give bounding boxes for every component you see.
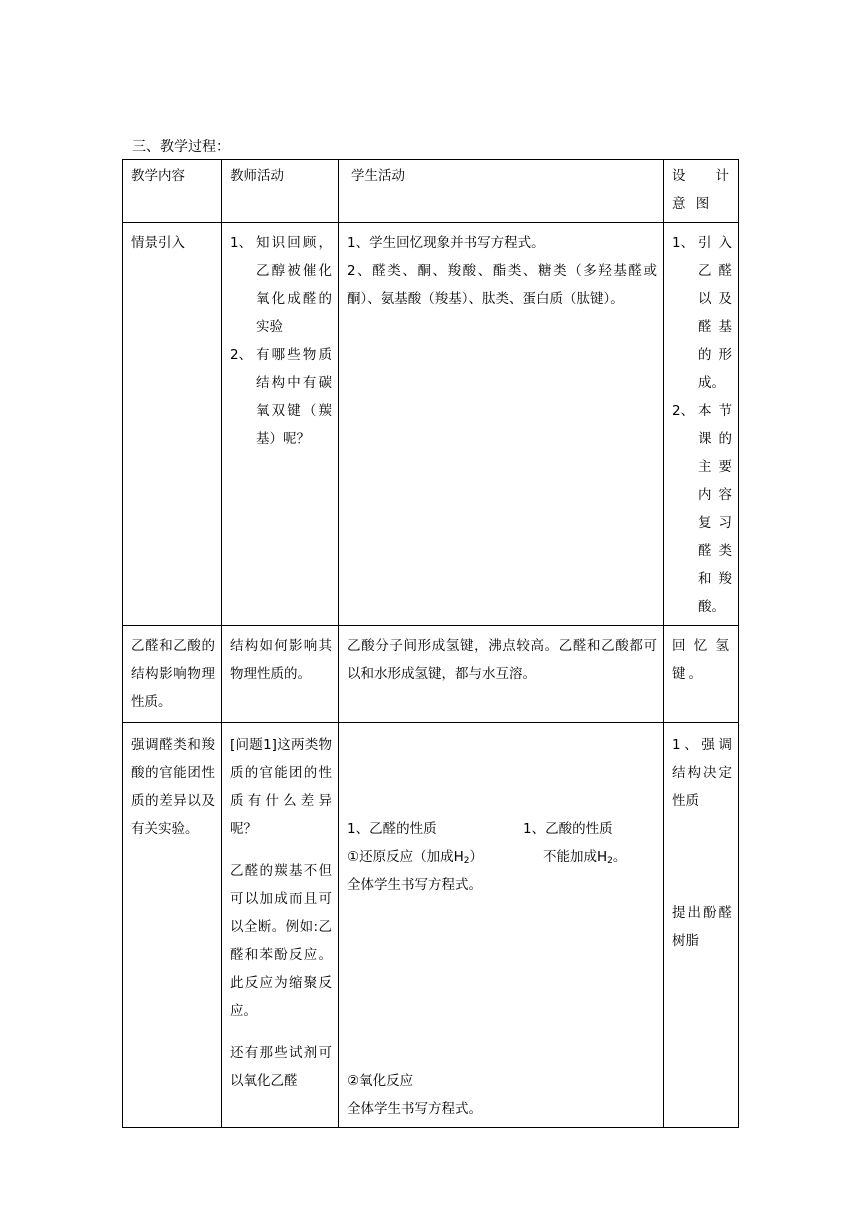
teaching-process-table — [122, 159, 739, 1128]
row2-student: 乙酸分子间形成氢键，沸点较高。乙醛和乙酸都可以和水形成氢键，都与水互溶。 — [339, 626, 664, 723]
row1-teacher-text-2: 有哪些物质结构中有碳氧双键（羰基）呢？ — [256, 347, 332, 447]
row2-teacher: 结构如何影响其物理性质的。 — [222, 626, 339, 723]
row1-teacher — [222, 223, 339, 626]
no-hydrogen-addition: 不能加成$H_2$。 — [543, 849, 627, 866]
row3-student — [339, 723, 664, 1128]
write-equation-1: 全体学生书写方程式。 — [347, 877, 482, 893]
row3-teacher-question: [问题1]这两类物质的官能团的性质有什么差异呢？ — [230, 737, 332, 837]
header-content: 教学内容 — [123, 160, 222, 223]
table-row — [123, 723, 739, 1128]
row1-teacher-item — [230, 229, 332, 341]
row3-student-reduction-pair — [347, 843, 657, 871]
row1-design-num-1: 1、 — [672, 235, 695, 251]
row1-design-text-2: 本节课的主要内容复习醛类和羧酸。 — [698, 403, 732, 615]
design-structure-property: 1、强调结构决定性质 — [672, 737, 732, 809]
table-header-row — [123, 160, 739, 223]
oxidation-reaction: ②氧化反应 — [347, 1073, 414, 1089]
table-row — [123, 223, 739, 626]
header-design: 设 计 意 图 — [664, 160, 739, 223]
row1-teacher-num-1: 1、 — [230, 235, 253, 251]
row1-design-item — [672, 397, 732, 621]
reduction-reaction: ①还原反应（加成$H_2$） — [347, 849, 483, 866]
row1-design-item — [672, 229, 732, 397]
design-phenolic-resin: 提出酚醛树脂 — [672, 905, 732, 949]
row1-student-line-1: 1、学生回忆现象并书写方程式。 — [347, 235, 545, 251]
row1-design — [664, 223, 739, 626]
row1-student-line-2: 2、醛类、酮、羧酸、酯类、糖类（多羟基醛或酮）、氨基酸（羧基）、肽类、蛋白质（肽键）。 — [347, 263, 657, 307]
row3-teacher-oxidants: 还有那些试剂可以氧化乙醛 — [230, 1045, 332, 1089]
section-heading: 三、教学过程： — [132, 139, 230, 155]
row1-teacher-text-1: 知识回顾，乙醇被催化氧化成醛的实验 — [256, 235, 332, 335]
row3-student-heading-pair — [347, 815, 657, 843]
row1-student — [339, 223, 664, 626]
header-teacher: 教师活动 — [222, 160, 339, 223]
row3-teacher — [222, 723, 339, 1128]
row3-teacher-carbonyl: 乙醛的羰基不但可以加成而且可以全断。例如:乙醛和苯酚反应。此反应为缩聚反应。 — [230, 863, 332, 1019]
row1-design-text-1: 引入乙醛以及醛基的形成。 — [698, 235, 732, 391]
header-student: 学生活动 — [339, 160, 664, 223]
row2-content: 乙醛和乙酸的结构影响物理性质。 — [123, 626, 222, 723]
row1-design-num-2: 2、 — [672, 403, 695, 419]
row2-design: 回忆氢键。 — [664, 626, 739, 723]
acetic-acid-properties: 1、乙酸的性质 — [523, 821, 613, 837]
row1-content: 情景引入 — [123, 223, 222, 626]
write-equation-2: 全体学生书写方程式。 — [347, 1101, 482, 1117]
row1-teacher-item — [230, 341, 332, 453]
row3-content: 强调醛类和羧酸的官能团性质的差异以及有关实验。 — [123, 723, 222, 1128]
row1-teacher-num-2: 2、 — [230, 347, 253, 363]
row3-design — [664, 723, 739, 1128]
table-row — [123, 626, 739, 723]
acetaldehyde-properties: 1、乙醛的性质 — [347, 821, 437, 837]
